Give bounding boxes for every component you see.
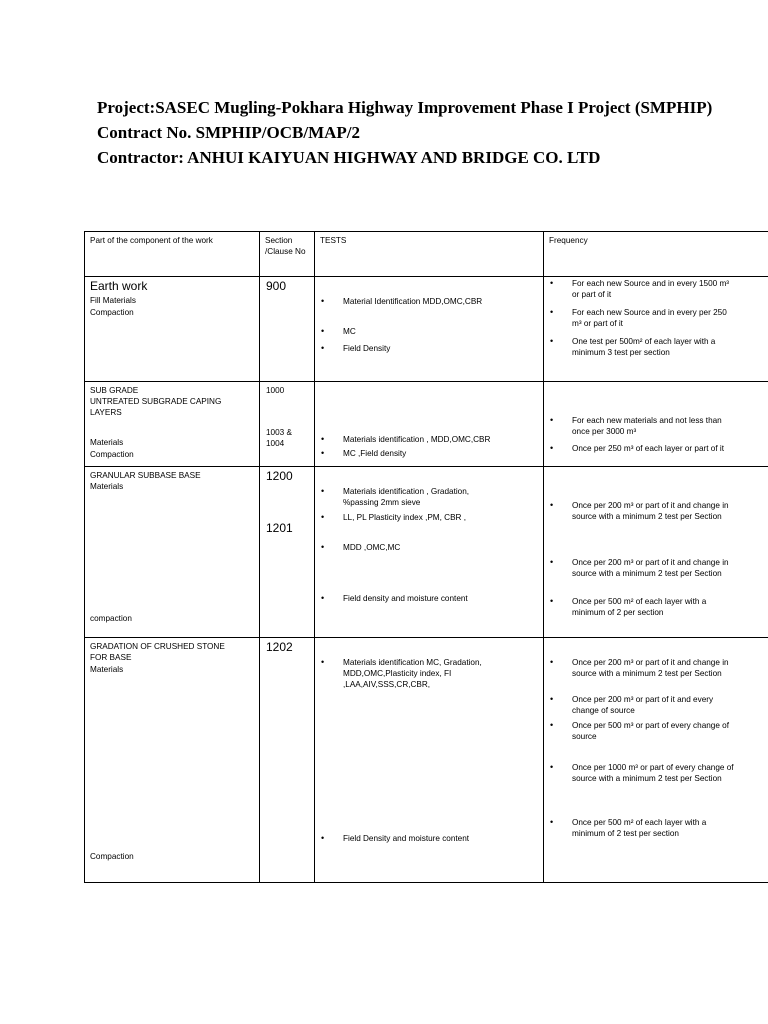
list-item: • Field Density and moisture content bbox=[315, 833, 528, 844]
part-line: Fill Materials bbox=[90, 296, 136, 305]
list-item: • One test per 500m² of each layer with a minimum 3 test per section bbox=[544, 336, 737, 358]
list-item: • Materials identification MC, Gradation, MDD,OMC,Plasticity index, FI ,LAA,AIV,SSS,CR,CBR, bbox=[315, 657, 505, 690]
table-row bbox=[85, 382, 768, 467]
list-item: • MC ,Field density bbox=[315, 448, 528, 459]
list-item: • Once per 500 m³ or part of every change of source bbox=[544, 720, 742, 742]
part-line: Materials bbox=[90, 482, 124, 491]
frequency-cell bbox=[544, 382, 768, 467]
frequency-cell bbox=[544, 638, 768, 883]
list-item: • MDD ,OMC,MC bbox=[315, 542, 528, 553]
part-line: compaction bbox=[90, 614, 132, 623]
section-cell bbox=[260, 382, 315, 467]
table-row bbox=[85, 467, 768, 638]
list-item: • Field density and moisture content bbox=[315, 593, 528, 604]
list-item: • Once per 200 m³ or part of it and change in source with a minimum 2 test per Section bbox=[544, 500, 742, 522]
list-item: • Field Density bbox=[315, 343, 528, 354]
list-item: • Once per 200 m³ or part of it and change in source with a minimum 2 test per Section bbox=[544, 557, 742, 579]
contractor-name: Contractor: ANHUI KAIYUAN HIGHWAY AND BRIDGE CO. LTD bbox=[97, 148, 601, 167]
table-row bbox=[85, 638, 768, 883]
section-number: 1201 bbox=[266, 521, 293, 535]
list-item: • Once per 200 m³ or part of it and change in source with a minimum 2 test per Section bbox=[544, 657, 742, 679]
list-item: • Once per 1000 m³ or part of every change of source with a minimum 2 test per Section bbox=[544, 762, 747, 784]
list-item: • For each new Source and in every per 250 m³ or part of it bbox=[544, 307, 737, 329]
section-number: 1200 bbox=[266, 469, 293, 483]
list-item: • Material Identification MDD,OMC,CBR bbox=[315, 296, 528, 307]
frequency-cell bbox=[544, 467, 768, 638]
list-item: • Once per 500 m² of each layer with a minimum of 2 test per section bbox=[544, 817, 737, 839]
list-item: • Materials identification , Gradation, %passing 2mm sieve bbox=[315, 486, 498, 508]
section-number: 900 bbox=[266, 279, 287, 293]
part-line: Compaction bbox=[90, 308, 134, 317]
test-frequency-table bbox=[84, 231, 768, 883]
header-section: Section /Clause No bbox=[260, 232, 315, 277]
header-tests: TESTS bbox=[315, 232, 544, 277]
part-cell bbox=[85, 277, 260, 382]
project-title: Project:SASEC Mugling-Pokhara Highway Improvement Phase I Project (SMPHIP) bbox=[97, 98, 713, 117]
list-item: • MC bbox=[315, 326, 528, 337]
section-cell bbox=[260, 467, 315, 638]
list-item: • Once per 200 m³ or part of it and every change of source bbox=[544, 694, 742, 716]
part-title: GRANULAR SUBBASE BASE bbox=[90, 471, 201, 480]
section-number: 1003 & 1004 bbox=[266, 428, 292, 448]
list-item: • LL, PL Plasticity index ,PM, CBR , bbox=[315, 512, 528, 523]
section-number: 1202 bbox=[266, 640, 293, 654]
part-subtitle: UNTREATED SUBGRADE CAPING LAYERS bbox=[90, 397, 222, 417]
list-item: • Once per 500 m² of each layer with a minimum of 2 per section bbox=[544, 596, 732, 618]
tests-cell bbox=[315, 277, 544, 382]
list-item: • For each new Source and in every 1500 m³ or part of it bbox=[544, 278, 737, 300]
table-header-row bbox=[85, 232, 768, 277]
table-row bbox=[85, 277, 768, 382]
list-item: • Materials identification , MDD,OMC,CBR bbox=[315, 434, 528, 445]
part-cell bbox=[85, 467, 260, 638]
tests-cell bbox=[315, 467, 544, 638]
section-cell bbox=[260, 277, 315, 382]
list-item: • Once per 250 m³ of each layer or part of it bbox=[544, 443, 737, 454]
header-frequency: Frequency bbox=[544, 232, 768, 277]
part-title: SUB GRADE bbox=[90, 386, 139, 395]
section-cell bbox=[260, 638, 315, 883]
part-title: Earth work bbox=[90, 279, 148, 293]
section-number: 1000 bbox=[266, 386, 285, 395]
header-part: Part of the component of the work bbox=[85, 232, 260, 277]
frequency-cell bbox=[544, 277, 768, 382]
part-cell bbox=[85, 638, 260, 883]
part-line: Compaction bbox=[90, 852, 134, 861]
document-header bbox=[97, 95, 757, 170]
part-cell bbox=[85, 382, 260, 467]
part-line: Compaction bbox=[90, 450, 134, 459]
part-title: GRADATION OF CRUSHED STONE FOR BASE bbox=[90, 642, 225, 662]
contract-number: Contract No. SMPHIP/OCB/MAP/2 bbox=[97, 123, 360, 142]
list-item: • For each new materials and not less than once per 3000 m³ bbox=[544, 415, 737, 437]
tests-cell bbox=[315, 382, 544, 467]
part-line: Materials bbox=[90, 665, 124, 674]
part-line: Materials bbox=[90, 438, 124, 447]
tests-cell bbox=[315, 638, 544, 883]
